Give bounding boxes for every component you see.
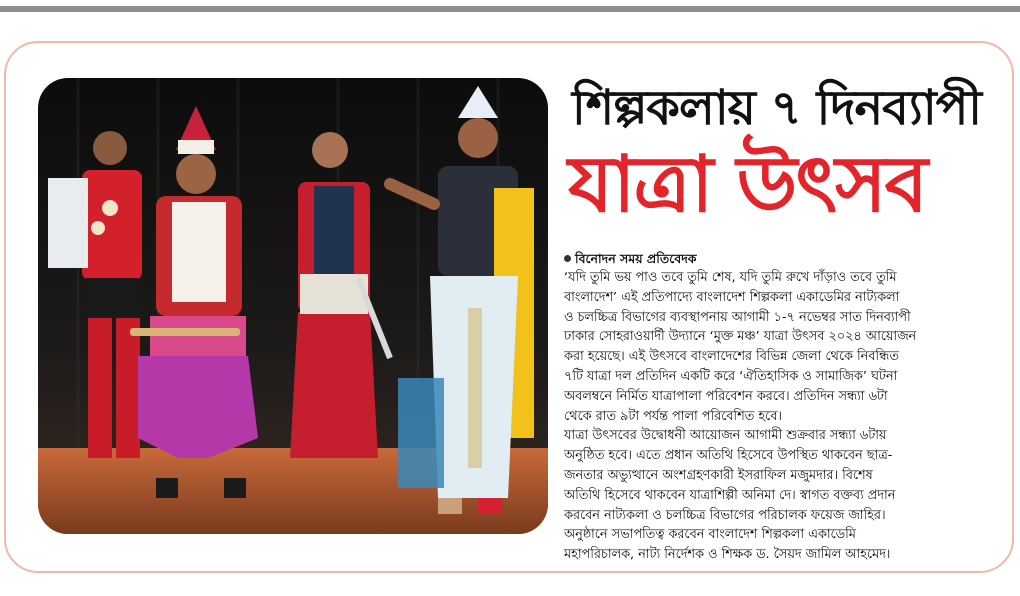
byline	[564, 250, 697, 268]
body-line: মহাপরিচালক, নাট্য নির্দেশক ও শিক্ষক ড. সৈয়দ জামিল আহমেদ।	[564, 547, 891, 563]
body-line: অবলম্বনে নির্মিত যাত্রাপালা পরিবেশন করবে। প্রতিদিন সন্ধ্যা ৬টা	[564, 388, 888, 404]
body-line: ও চলচ্চিত্র বিভাগের ব্যবস্থাপনায় আগামী ১-৭ নভেম্বর সাত দিনব্যাপী	[564, 309, 911, 325]
body-line: অনুষ্ঠিত হবে। এতে প্রধান অতিথি হিসেবে উপস্থিত থাকবেন ছাত্র-	[564, 448, 893, 464]
article-body	[564, 268, 964, 565]
bullet-dot-icon	[564, 255, 571, 262]
stage-performance-photo	[38, 78, 548, 534]
body-line: বাংলাদেশ’ এই প্রতিপাদ্যে বাংলাদেশ শিল্পকলা একাডেমির নাট্যকলা	[564, 289, 900, 305]
body-line: ঢাকার সোহরাওয়ার্দী উদ্যানে ‘মুক্ত মঞ্চ’ যাত্রা উৎসব ২০২৪ আয়োজন	[564, 329, 917, 345]
top-rule	[0, 6, 1020, 12]
headline-line-2: যাত্রা উৎসব	[568, 140, 927, 230]
headline-line-1: শিল্পকলায় ৭ দিনব্যাপী	[572, 80, 982, 136]
body-line: ‘যদি তুমি ভয় পাও তবে তুমি শেষ, যদি তুমি রুখে দাঁড়াও তবে তুমি	[564, 270, 897, 285]
body-line: ৭টি যাত্রা দল প্রতিদিন একটি করে ‘ঐতিহাসিক ও সামাজিক’ ঘটনা	[564, 368, 898, 384]
body-line: অতিথি হিসেবে থাকবেন যাত্রাশিল্পী অনিমা দে। স্বাগত বক্তব্য প্রদান	[564, 487, 896, 503]
body-line: করা হয়েছে। এই উৎসবে বাংলাদেশের বিভিন্ন জেলা থেকে নিবন্ধিত	[564, 349, 899, 365]
body-line: জনতার অভ্যুত্থানে অংশগ্রহণকারী ইসরাফিল মজুমদার। বিশেষ	[564, 467, 873, 483]
body-line: অনুষ্ঠানে সভাপতিত্ব করবেন বাংলাদেশ শিল্পকলা একাডেমি	[564, 527, 856, 543]
byline-text: বিনোদন সময় প্রতিবেদক	[575, 251, 697, 266]
body-line: থেকে রাত ৯টা পর্যন্ত পালা পরিবেশিত হবে।	[564, 408, 782, 424]
article-photo	[38, 78, 548, 534]
body-line: যাত্রা উৎসবের উদ্বোধনী আয়োজন আগামী শুক্রবার সন্ধ্যা ৬টায়	[564, 428, 887, 444]
body-line: করবেন নাট্যকলা ও চলচ্চিত্র বিভাগের পরিচালক ফয়েজ জাহির।	[564, 507, 886, 523]
